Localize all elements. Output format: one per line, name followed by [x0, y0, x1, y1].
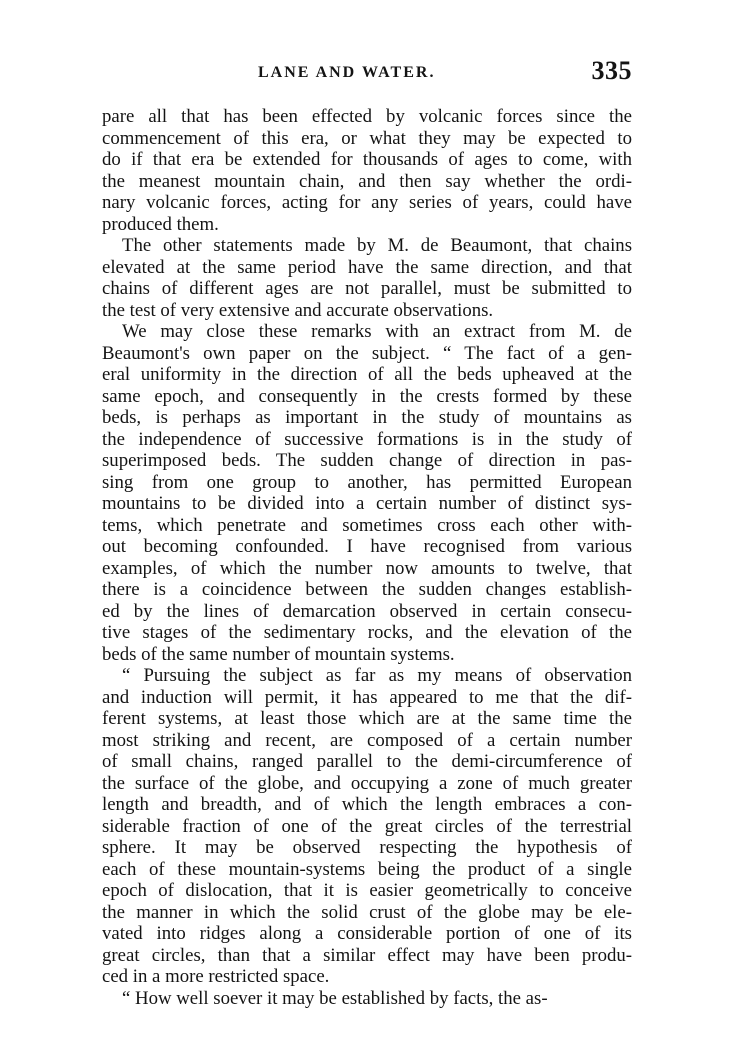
paragraph	[102, 988, 632, 1010]
text-line: each of these mountain-systems being the product of a single	[102, 858, 632, 880]
text-line: “ How well soever it may be established by facts, the as-	[122, 987, 548, 1009]
text-line: elevated at the same period have the same direction, and that	[102, 256, 632, 278]
text-line: superimposed beds. The sudden change of direction in pas-	[102, 450, 632, 471]
text-line: beds, is perhaps as important in the study of mountains as	[102, 407, 632, 428]
running-head	[100, 58, 632, 90]
text-line: do if that era be extended for thousands of ages to come, with	[102, 149, 632, 170]
paragraph	[102, 665, 632, 988]
text-line: Beaumont's own paper on the subject. “ The fact of a gen-	[102, 342, 632, 364]
text-line: beds of the same number of mountain systems.	[102, 643, 455, 665]
text-line: the meanest mountain chain, and then say whether the ordi-	[102, 170, 632, 192]
text-line: sing from one group to another, has permitted European	[102, 471, 632, 493]
text-line: there is a coincidence between the sudden changes establish-	[102, 579, 632, 600]
running-title: LANE AND WATER.	[258, 64, 436, 81]
text-line: ed by the lines of demarcation observed in certain consecu-	[102, 600, 632, 622]
text-line: ferent systems, at least those which are at the same time the	[102, 708, 632, 729]
text-line: eral uniformity in the direction of all the beds upheaved at the	[102, 364, 632, 385]
text-line: pare all that has been effected by volcanic forces since the	[102, 106, 632, 127]
text-line: epoch of dislocation, that it is easier geometrically to conceive	[102, 880, 632, 901]
text-line: siderable fraction of one of the great circles of the terrestrial	[102, 815, 632, 837]
text-line: nary volcanic forces, acting for any series of years, could have	[102, 192, 632, 213]
paragraph	[102, 106, 632, 235]
text-line: examples, of which the number now amounts to twelve, that	[102, 557, 632, 579]
text-line: commencement of this era, or what they may be expected to	[102, 127, 632, 149]
text-line: the manner in which the solid crust of the globe may be ele-	[102, 901, 632, 923]
text-line: most striking and recent, are composed of a certain number	[102, 729, 632, 751]
text-line: and induction will permit, it has appeared to me that the dif-	[102, 686, 632, 708]
text-line: length and breadth, and of which the length embraces a con-	[102, 794, 632, 815]
text-line: great circles, than that a similar effect may have been produ-	[102, 944, 632, 966]
text-line: We may close these remarks with an extract from M. de	[122, 321, 632, 342]
text-line: out becoming confounded. I have recognised from various	[102, 536, 632, 557]
paragraph	[102, 235, 632, 321]
page-number: 335	[591, 56, 632, 85]
text-line: the independence of successive formations is in the study of	[102, 428, 632, 450]
text-line: produced them.	[102, 213, 219, 235]
text-line: same epoch, and consequently in the crests formed by these	[102, 385, 632, 407]
text-line: mountains to be divided into a certain number of distinct sys-	[102, 493, 632, 514]
text-line: tive stages of the sedimentary rocks, and the elevation of the	[102, 622, 632, 643]
paragraph	[102, 321, 632, 665]
text-line: the test of very extensive and accurate observations.	[102, 299, 494, 321]
text-line: chains of different ages are not parallel, must be submitted to	[102, 278, 632, 299]
text-line: of small chains, ranged parallel to the demi-circumference of	[102, 751, 632, 772]
text-line: the surface of the globe, and occupying a zone of much greater	[102, 772, 632, 794]
text-line: The other statements made by M. de Beaumont, that chains	[122, 235, 632, 256]
text-line: ced in a more restricted space.	[102, 966, 330, 987]
text-line: vated into ridges along a considerable portion of one of its	[102, 923, 632, 944]
text-line: tems, which penetrate and sometimes cross each other with-	[102, 514, 632, 536]
text-line: sphere. It may be observed respecting the hypothesis of	[102, 837, 632, 858]
body-text	[102, 106, 632, 1009]
text-line: “ Pursuing the subject as far as my means of observation	[122, 665, 632, 686]
